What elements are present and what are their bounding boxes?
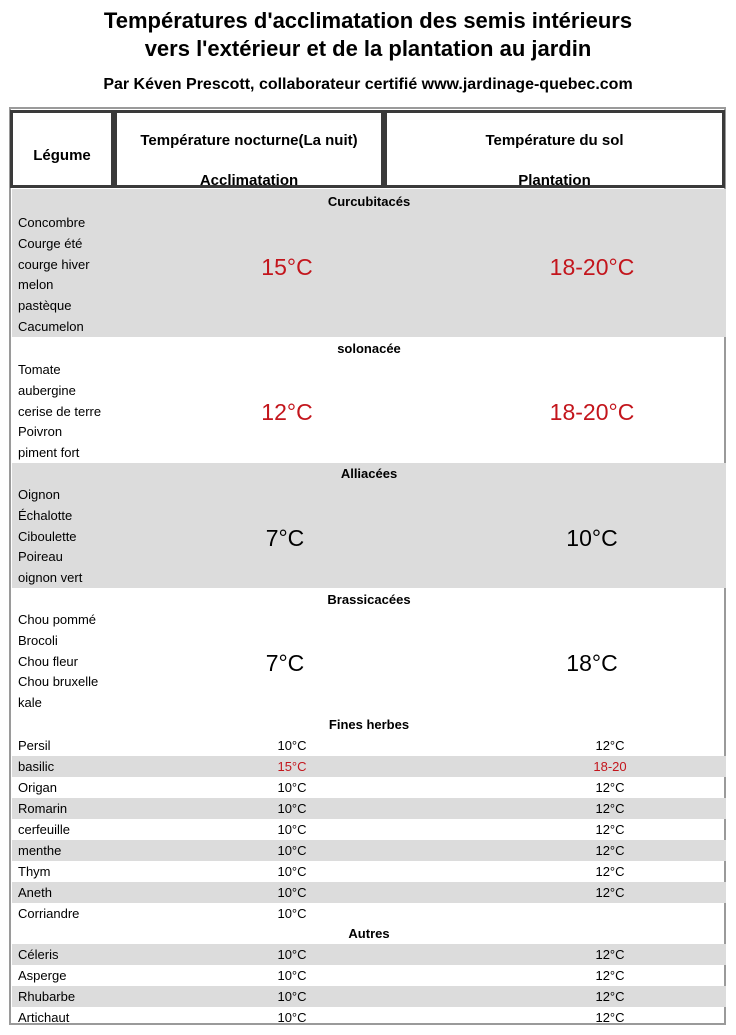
vegetable-name: Courge été (18, 235, 83, 251)
group-title: Curcubitacés (327, 194, 411, 209)
table-row (12, 777, 726, 798)
vegetable-name: Ciboulette (18, 528, 77, 544)
night-temperature: 12°C (261, 399, 313, 425)
vegetable-name: Chou fleur (18, 653, 78, 669)
night-temperature: 10°C (277, 989, 307, 1004)
soil-temperature: 12°C (595, 968, 625, 983)
group-items (18, 360, 101, 464)
herb-name: basilic (18, 759, 55, 774)
vegetable-name: Cacumelon (18, 318, 84, 334)
vegetable-name: Céleris (18, 947, 59, 962)
header-vegetable-cell (10, 110, 114, 188)
herb-name: Persil (18, 738, 51, 753)
vegetable-name: oignon vert (18, 570, 83, 586)
soil-temperature: 12°C (595, 822, 625, 837)
night-temperature: 10°C (277, 906, 307, 921)
night-temperature: 10°C (277, 822, 307, 837)
night-temperature: 10°C (277, 801, 307, 816)
vegetable-name: Chou bruxelle (18, 674, 99, 690)
table-row (12, 903, 726, 924)
soil-temperature: 18°C (566, 650, 618, 676)
soil-temperature: 12°C (595, 801, 625, 816)
vegetable-name: Concombre (18, 215, 86, 230)
soil-temperature: 12°C (595, 864, 625, 879)
table-row (12, 944, 726, 965)
vegetable-name: aubergine (18, 382, 76, 398)
soil-temperature: 12°C (595, 947, 625, 962)
night-temperature: 7°C (265, 650, 305, 676)
header-soil-cell (384, 110, 725, 188)
soil-temperature: 12°C (595, 738, 625, 753)
night-temperature: 10°C (277, 885, 307, 900)
soil-temperature: 12°C (595, 1010, 625, 1025)
night-temperature: 10°C (277, 780, 307, 795)
vegetable-name: Chou pommé (18, 612, 97, 627)
vegetable-name: Asperge (18, 968, 67, 983)
night-temperature: 10°C (277, 864, 307, 879)
night-temperature: 10°C (277, 968, 307, 983)
group-title: Alliacées (340, 466, 398, 481)
soil-temperature: 10°C (566, 525, 618, 551)
night-temperature: 7°C (265, 525, 305, 551)
soil-temperature: 12°C (595, 989, 625, 1004)
table-row (12, 756, 726, 777)
herb-name: Aneth (18, 885, 52, 900)
vegetable-name: piment fort (18, 445, 80, 461)
vegetable-name: Brocoli (18, 632, 58, 648)
vegetable-name: Échalotte (18, 507, 73, 523)
herb-name: Origan (18, 780, 58, 795)
group-items (18, 485, 82, 589)
herb-name: Corriandre (18, 906, 80, 921)
table-row (12, 861, 726, 882)
group-items (18, 213, 90, 338)
vegetable-name: pastèque (18, 298, 72, 314)
vegetable-name: Oignon (18, 487, 60, 502)
table-row (12, 986, 726, 1007)
night-temperature: 15°C (277, 759, 307, 774)
header-soil-title: Température du sol (485, 132, 624, 149)
vegetable-name: courge hiver (18, 256, 90, 272)
vegetable-name: Tomate (18, 362, 61, 377)
vegetable-name: kale (18, 695, 42, 711)
group-title: Brassicacées (327, 592, 411, 607)
table-row (12, 819, 726, 840)
vegetable-name: Artichaut (18, 1010, 70, 1025)
group-title: solonacée (337, 341, 401, 356)
group-items (18, 610, 98, 714)
header-night-title: Température nocturne(La nuit) (140, 132, 358, 149)
night-temperature: 10°C (277, 738, 307, 753)
herb-name: cerfeuille (18, 822, 71, 837)
vegetable-name: Poireau (18, 549, 63, 565)
header-night-cell (114, 110, 384, 188)
table-row (12, 735, 726, 756)
header-soil-subtitle: Plantation (518, 172, 591, 189)
herb-name: Thym (18, 864, 51, 879)
soil-temperature: 12°C (595, 843, 625, 858)
soil-temperature: 18-20°C (549, 399, 635, 425)
page-subtitle: Par Kéven Prescott, collaborateur certifié www.jardinage-quebec.com (103, 76, 633, 93)
soil-temperature: 12°C (595, 780, 625, 795)
night-temperature: 10°C (277, 947, 307, 962)
night-temperature: 10°C (277, 1010, 307, 1025)
table-row (12, 840, 726, 861)
vegetable-name: Poivron (18, 424, 63, 440)
table-row (12, 882, 726, 903)
vegetable-name: cerise de terre (18, 403, 102, 419)
night-temperature: 15°C (261, 254, 313, 280)
vegetable-name: Rhubarbe (18, 989, 76, 1004)
soil-temperature: 18-20 (593, 759, 627, 774)
page-title-line1: Températures d'acclimatation des semis intérieurs (103, 8, 633, 33)
soil-temperature: 18-20°C (549, 254, 635, 280)
soil-temperature: 12°C (595, 885, 625, 900)
group-title: Autres (348, 926, 390, 941)
herb-name: Romarin (18, 801, 68, 816)
header-night-subtitle: Acclimatation (199, 172, 299, 189)
night-temperature: 10°C (277, 843, 307, 858)
header-vegetable: Légume (33, 147, 91, 164)
table-row (12, 1007, 726, 1028)
page-title-line2: vers l'extérieur et de la plantation au jardin (144, 36, 592, 61)
table-row (12, 798, 726, 819)
group-title: Fines herbes (328, 717, 410, 732)
vegetable-name: melon (18, 277, 54, 293)
table-row (12, 965, 726, 986)
herb-name: menthe (18, 843, 62, 858)
